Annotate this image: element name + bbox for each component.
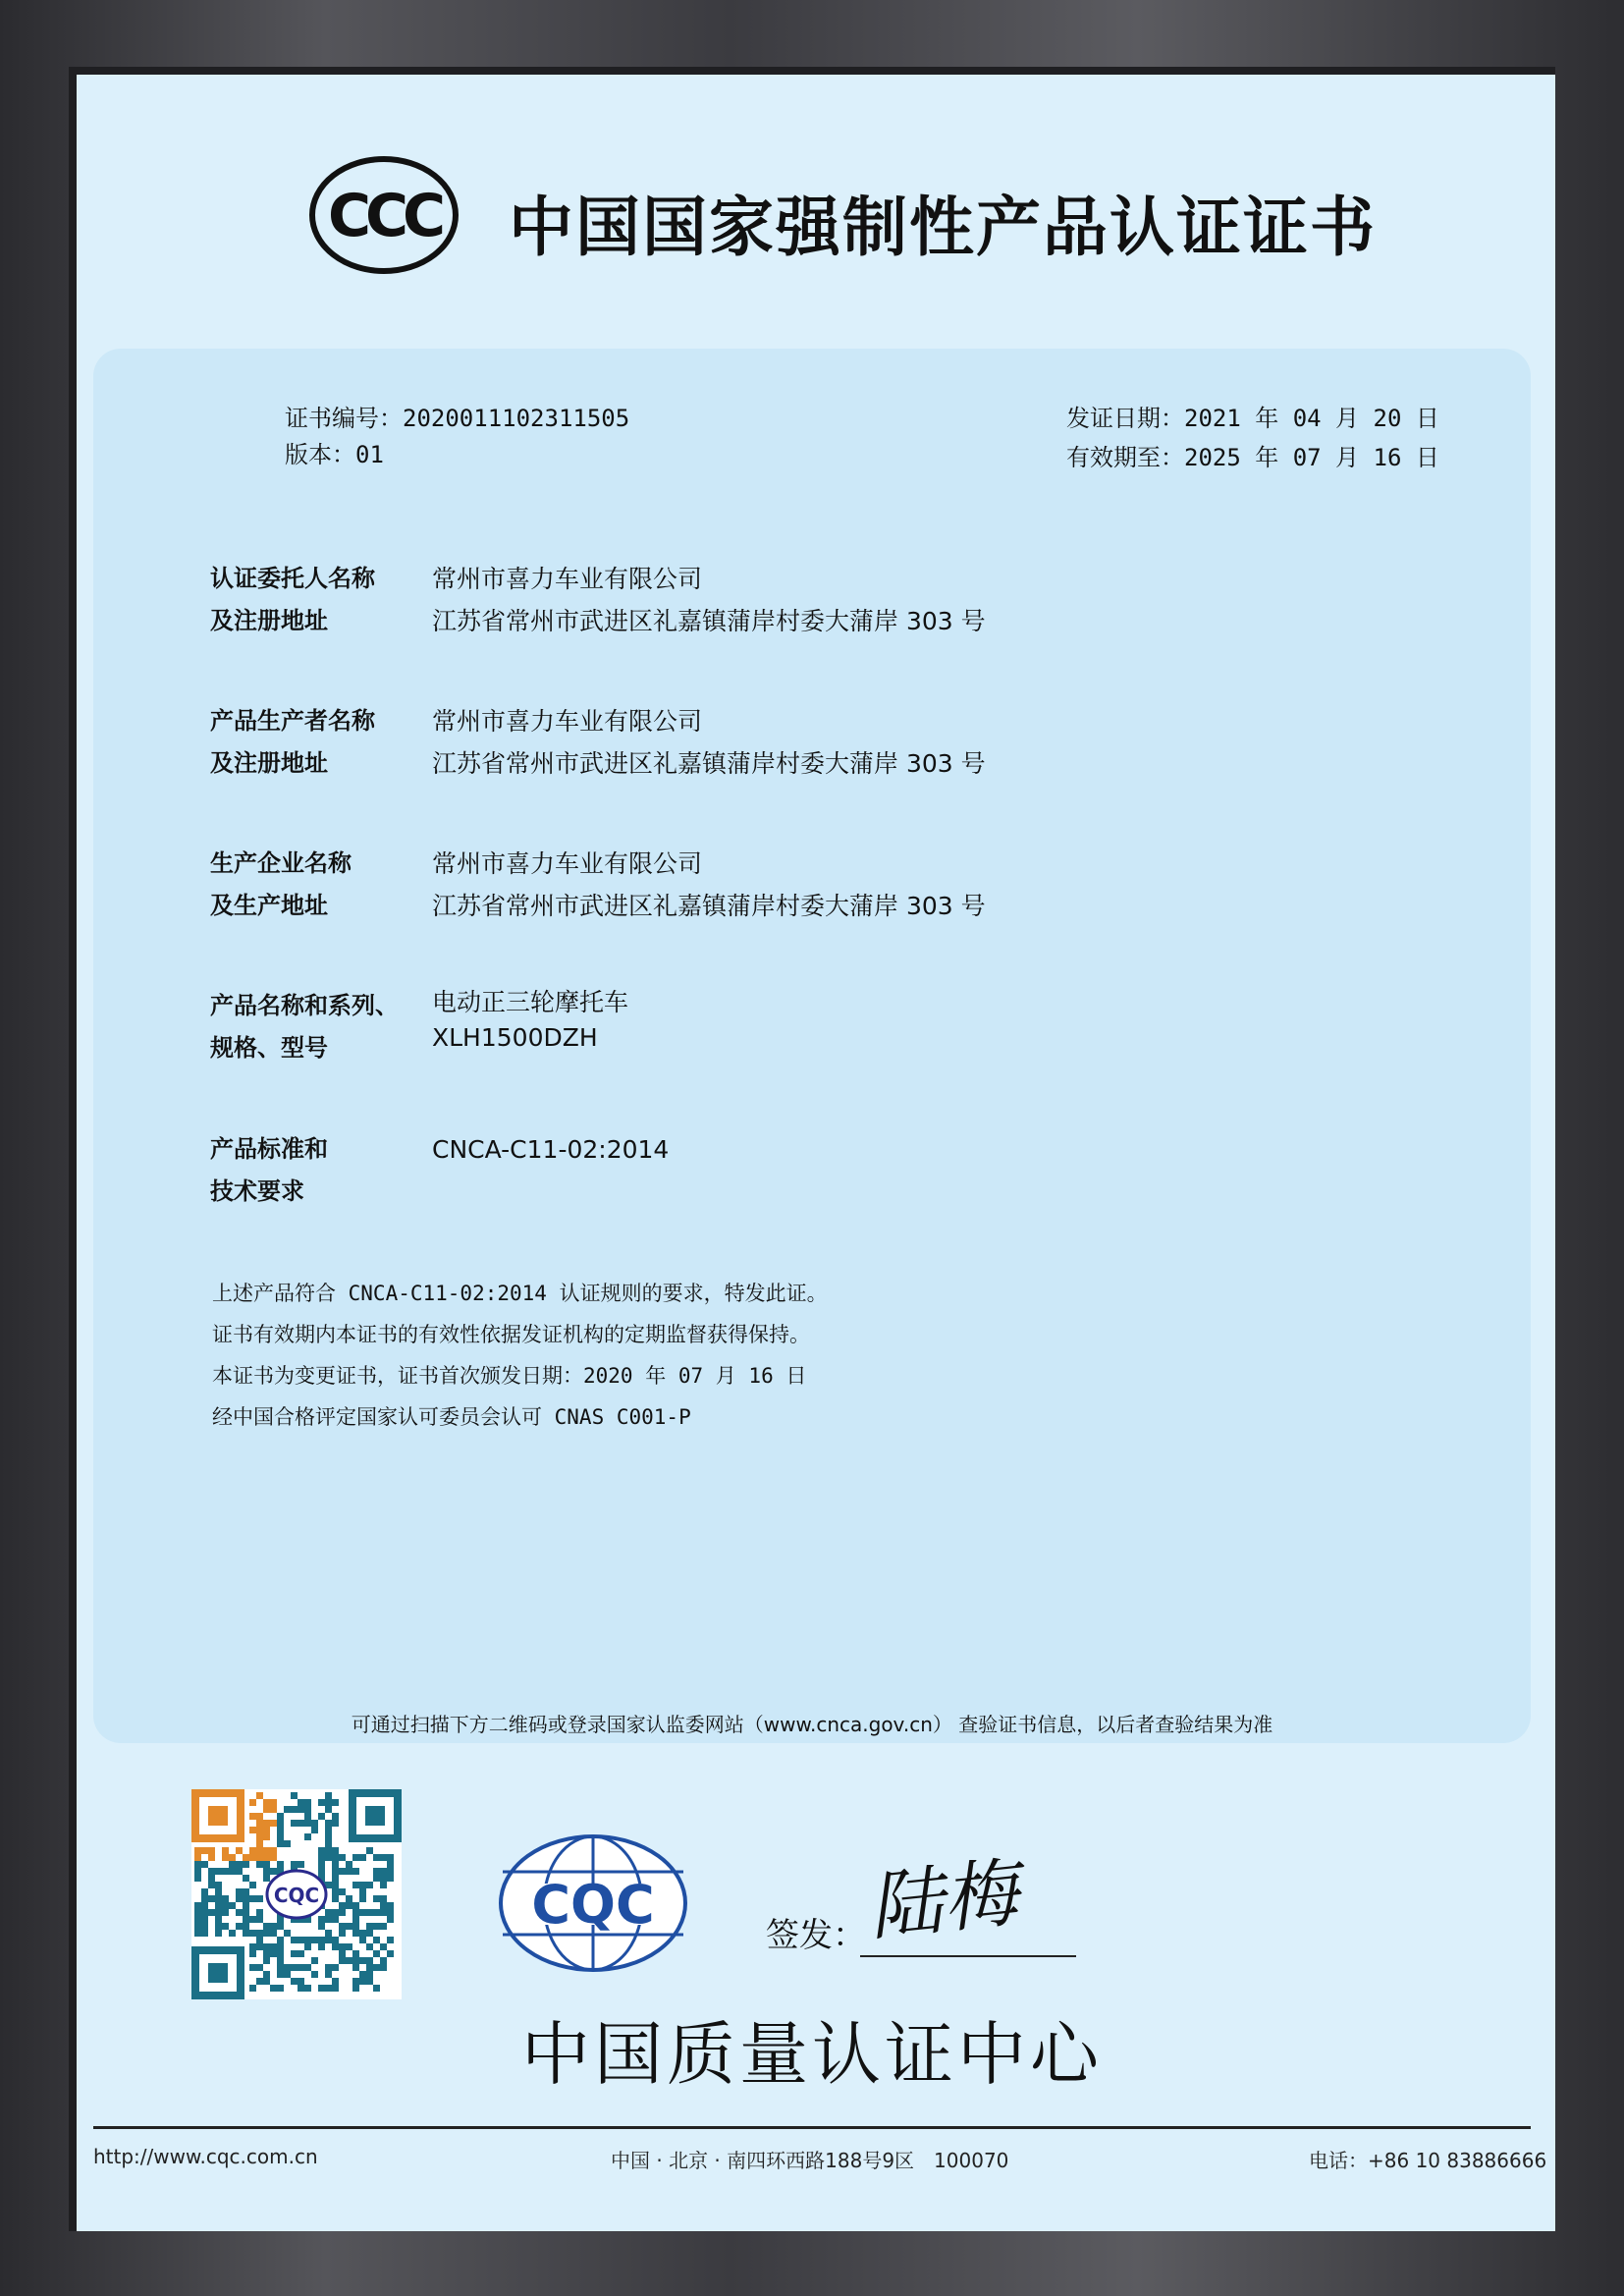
- qr-center-logo-text: CQC: [273, 1884, 320, 1907]
- certificate-number-label: 证书编号：: [285, 405, 403, 432]
- statement-block: [212, 1273, 828, 1438]
- section-label: 产品生产者名称 及注册地址: [210, 707, 375, 777]
- section-value: 电动正三轮摩托车 XLH1500DZH: [432, 988, 629, 1052]
- issue-date: 2021 年 04 月 20 日: [1184, 405, 1439, 432]
- certificate-title: 中国国家强制性产品认证证书: [509, 190, 1377, 265]
- certificate-number: 2020011102311505: [403, 405, 630, 432]
- issuing-organization: 中国质量认证中心: [521, 2014, 1103, 2095]
- verification-notice: 可通过扫描下方二维码或登录国家认监委网站（www.cnca.gov.cn） 查验证书信息，以后者查验结果为准: [351, 1713, 1273, 1736]
- footer-website-link[interactable]: http://www.cqc.com.cn: [93, 2145, 318, 2168]
- section-value: 常州市喜力车业有限公司 江苏省常州市武进区礼嘉镇蒲岸村委大蒲岸 303 号: [432, 849, 986, 920]
- section-value: 常州市喜力车业有限公司 江苏省常州市武进区礼嘉镇蒲岸村委大蒲岸 303 号: [432, 565, 986, 635]
- signature-label: 签发：: [766, 1916, 866, 1955]
- expiry-date-row: [1066, 438, 1439, 472]
- version-row: [285, 435, 384, 469]
- section-label: 认证委托人名称 及注册地址: [210, 565, 375, 634]
- footer-address: 中国 · 北京 · 南四环西路188号9区 100070: [611, 2149, 1009, 2172]
- section-label: 生产企业名称 及生产地址: [210, 849, 352, 919]
- signature-line: [860, 1955, 1076, 1957]
- section-label: 产品标准和 技术要求: [210, 1135, 328, 1205]
- statement-line: 证书有效期内本证书的有效性依据发证机构的定期监督获得保持。: [212, 1323, 810, 1346]
- issue-date-row: [1066, 399, 1439, 433]
- qr-code[interactable]: [191, 1789, 402, 1999]
- expiry-date-label: 有效期至：: [1066, 444, 1184, 471]
- footer-phone: 电话：+86 10 83886666: [1309, 2149, 1547, 2172]
- section-value: 常州市喜力车业有限公司 江苏省常州市武进区礼嘉镇蒲岸村委大蒲岸 303 号: [432, 707, 986, 778]
- certificate-number-row: [285, 399, 629, 433]
- version-value: 01: [355, 441, 384, 468]
- signature: 陆梅: [864, 1848, 1022, 1951]
- statement-line: 经中国合格评定国家认可委员会认可 CNAS C001-P: [212, 1405, 691, 1429]
- ccc-logo-text: CCC: [327, 182, 441, 250]
- section-value: CNCA-C11-02:2014: [432, 1135, 670, 1164]
- statement-line: 本证书为变更证书，证书首次颁发日期：2020 年 07 月 16 日: [212, 1364, 807, 1388]
- section-label: 产品名称和系列、 规格、型号: [210, 992, 399, 1062]
- issue-date-label: 发证日期：: [1066, 405, 1184, 432]
- expiry-date: 2025 年 07 月 16 日: [1184, 444, 1439, 471]
- version-label: 版本：: [285, 441, 355, 468]
- ccc-logo: [308, 155, 460, 275]
- cqc-logo: [497, 1832, 689, 1974]
- statement-line: 上述产品符合 CNCA-C11-02:2014 认证规则的要求，特发此证。: [212, 1282, 828, 1305]
- footer-divider: [93, 2126, 1531, 2129]
- cqc-logo-text: CQC: [531, 1874, 655, 1936]
